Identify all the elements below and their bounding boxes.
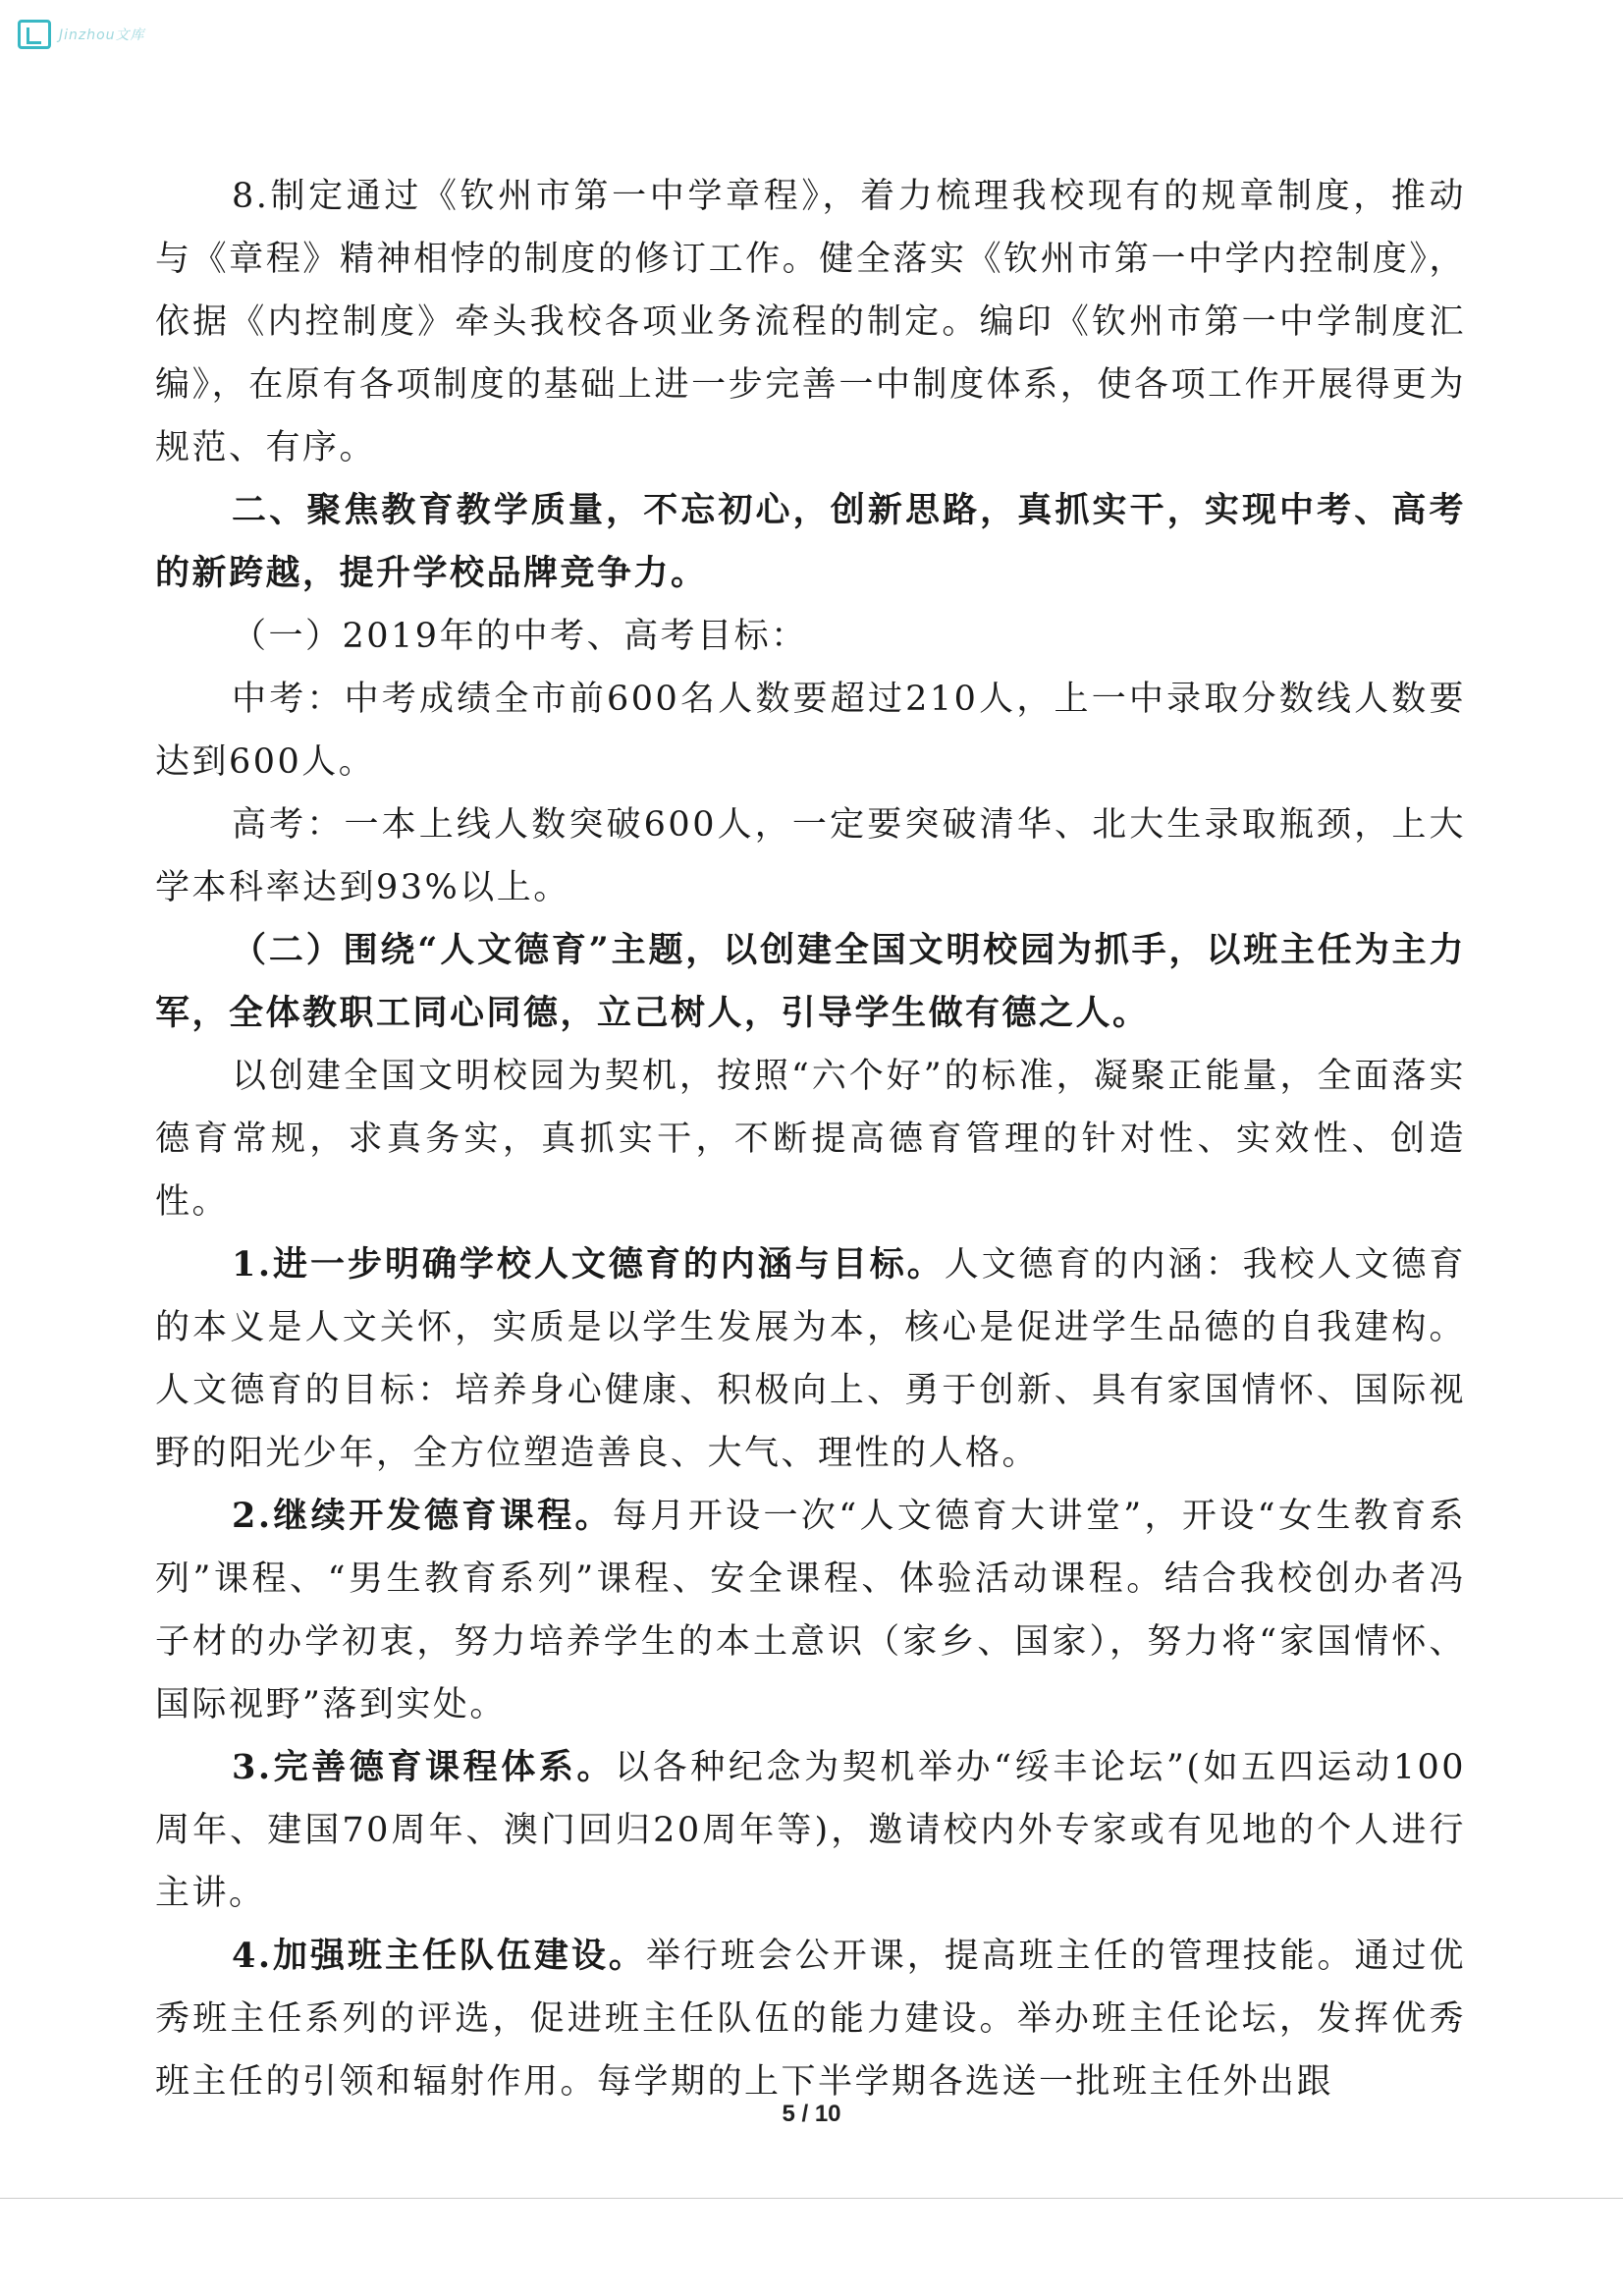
- paragraph-gaokao: 高考：一本上线人数突破600人，一定要突破清华、北大生录取瓶颈，上大学本科率达到93%以上。: [155, 805, 1466, 907]
- item-3-heading: 3.完善德育课程体系。: [232, 1747, 616, 1787]
- paragraph-zhongkao: 中考：中考成绩全市前600名人数要超过210人，上一中录取分数线人数要达到600人。: [155, 680, 1466, 782]
- logo-icon: [18, 20, 51, 49]
- document-body: [155, 165, 1466, 2113]
- site-logo: [18, 20, 145, 49]
- subsection-heading-2: （二）围绕“人文德育”主题，以创建全国文明校园为抓手，以班主任为主力军，全体教职工同心同德，立己树人，引导学生做有德之人。: [155, 930, 1466, 1033]
- page-number: 5 / 10: [782, 2101, 841, 2127]
- footer-divider: [0, 2198, 1623, 2199]
- item-1-heading: 1.进一步明确学校人文德育的内涵与目标。: [232, 1244, 945, 1285]
- paragraph-regulations: 8.制定通过《钦州市第一中学章程》，着力梳理我校现有的规章制度，推动与《章程》精神相悖的制度的修订工作。健全落实《钦州市第一中学内控制度》，依据《内控制度》牵头我校各项业务流程的制定。编印《钦州市第一中学制度汇编》，在原有各项制度的基础上进一步完善一中制度体系，使各项工作开展得更为规范、有序。: [155, 177, 1466, 467]
- paragraph-item-2: 2.继续开发德育课程。每月开设一次“人文德育大讲堂”，开设“女生教育系列”课程、“男生教育系列”课程、安全课程、体验活动课程。结合我校创办者冯子材的办学初衷，努力培养学生的本土意识（家乡、国家），努力将“家国情怀、国际视野”落到实处。: [155, 1496, 1467, 1724]
- paragraph-item-1: 1.进一步明确学校人文德育的内涵与目标。人文德育的内涵：我校人文德育的本义是人文关怀，实质是以学生发展为本，核心是促进学生品德的自我建构。人文德育的目标：培养身心健康、积极向上、勇于创新、具有家国情怀、国际视野的阳光少年，全方位塑造善良、大气、理性的人格。: [155, 1244, 1466, 1473]
- logo-text: Jinzhou文库: [59, 27, 145, 43]
- item-2-heading: 2.继续开发德育课程。: [232, 1496, 613, 1536]
- subsection-heading-1: （一）2019年的中考、高考目标：: [232, 617, 808, 656]
- paragraph-civilized-campus: 以创建全国文明校园为契机，按照“六个好”的标准，凝聚正能量，全面落实德育常规，求真务实，真抓实干，不断提高德育管理的针对性、实效性、创造性。: [155, 1057, 1466, 1222]
- section-heading-2: 二、聚焦教育教学质量，不忘初心，创新思路，真抓实干，实现中考、高考的新跨越，提升学校品牌竞争力。: [155, 490, 1466, 593]
- paragraph-item-4: 4.加强班主任队伍建设。举行班会公开课，提高班主任的管理技能。通过优秀班主任系列的评选，促进班主任队伍的能力建设。举办班主任论坛，发挥优秀班主任的引领和辐射作用。每学期的上下半学期各选送一批班主任外出跟: [155, 1936, 1466, 2102]
- paragraph-item-3: 3.完善德育课程体系。以各种纪念为契机举办“绥丰论坛”(如五四运动100周年、建国70周年、澳门回归20周年等)，邀请校内外专家或有见地的个人进行主讲。: [155, 1747, 1466, 1913]
- item-4-heading: 4.加强班主任队伍建设。: [232, 1936, 646, 1976]
